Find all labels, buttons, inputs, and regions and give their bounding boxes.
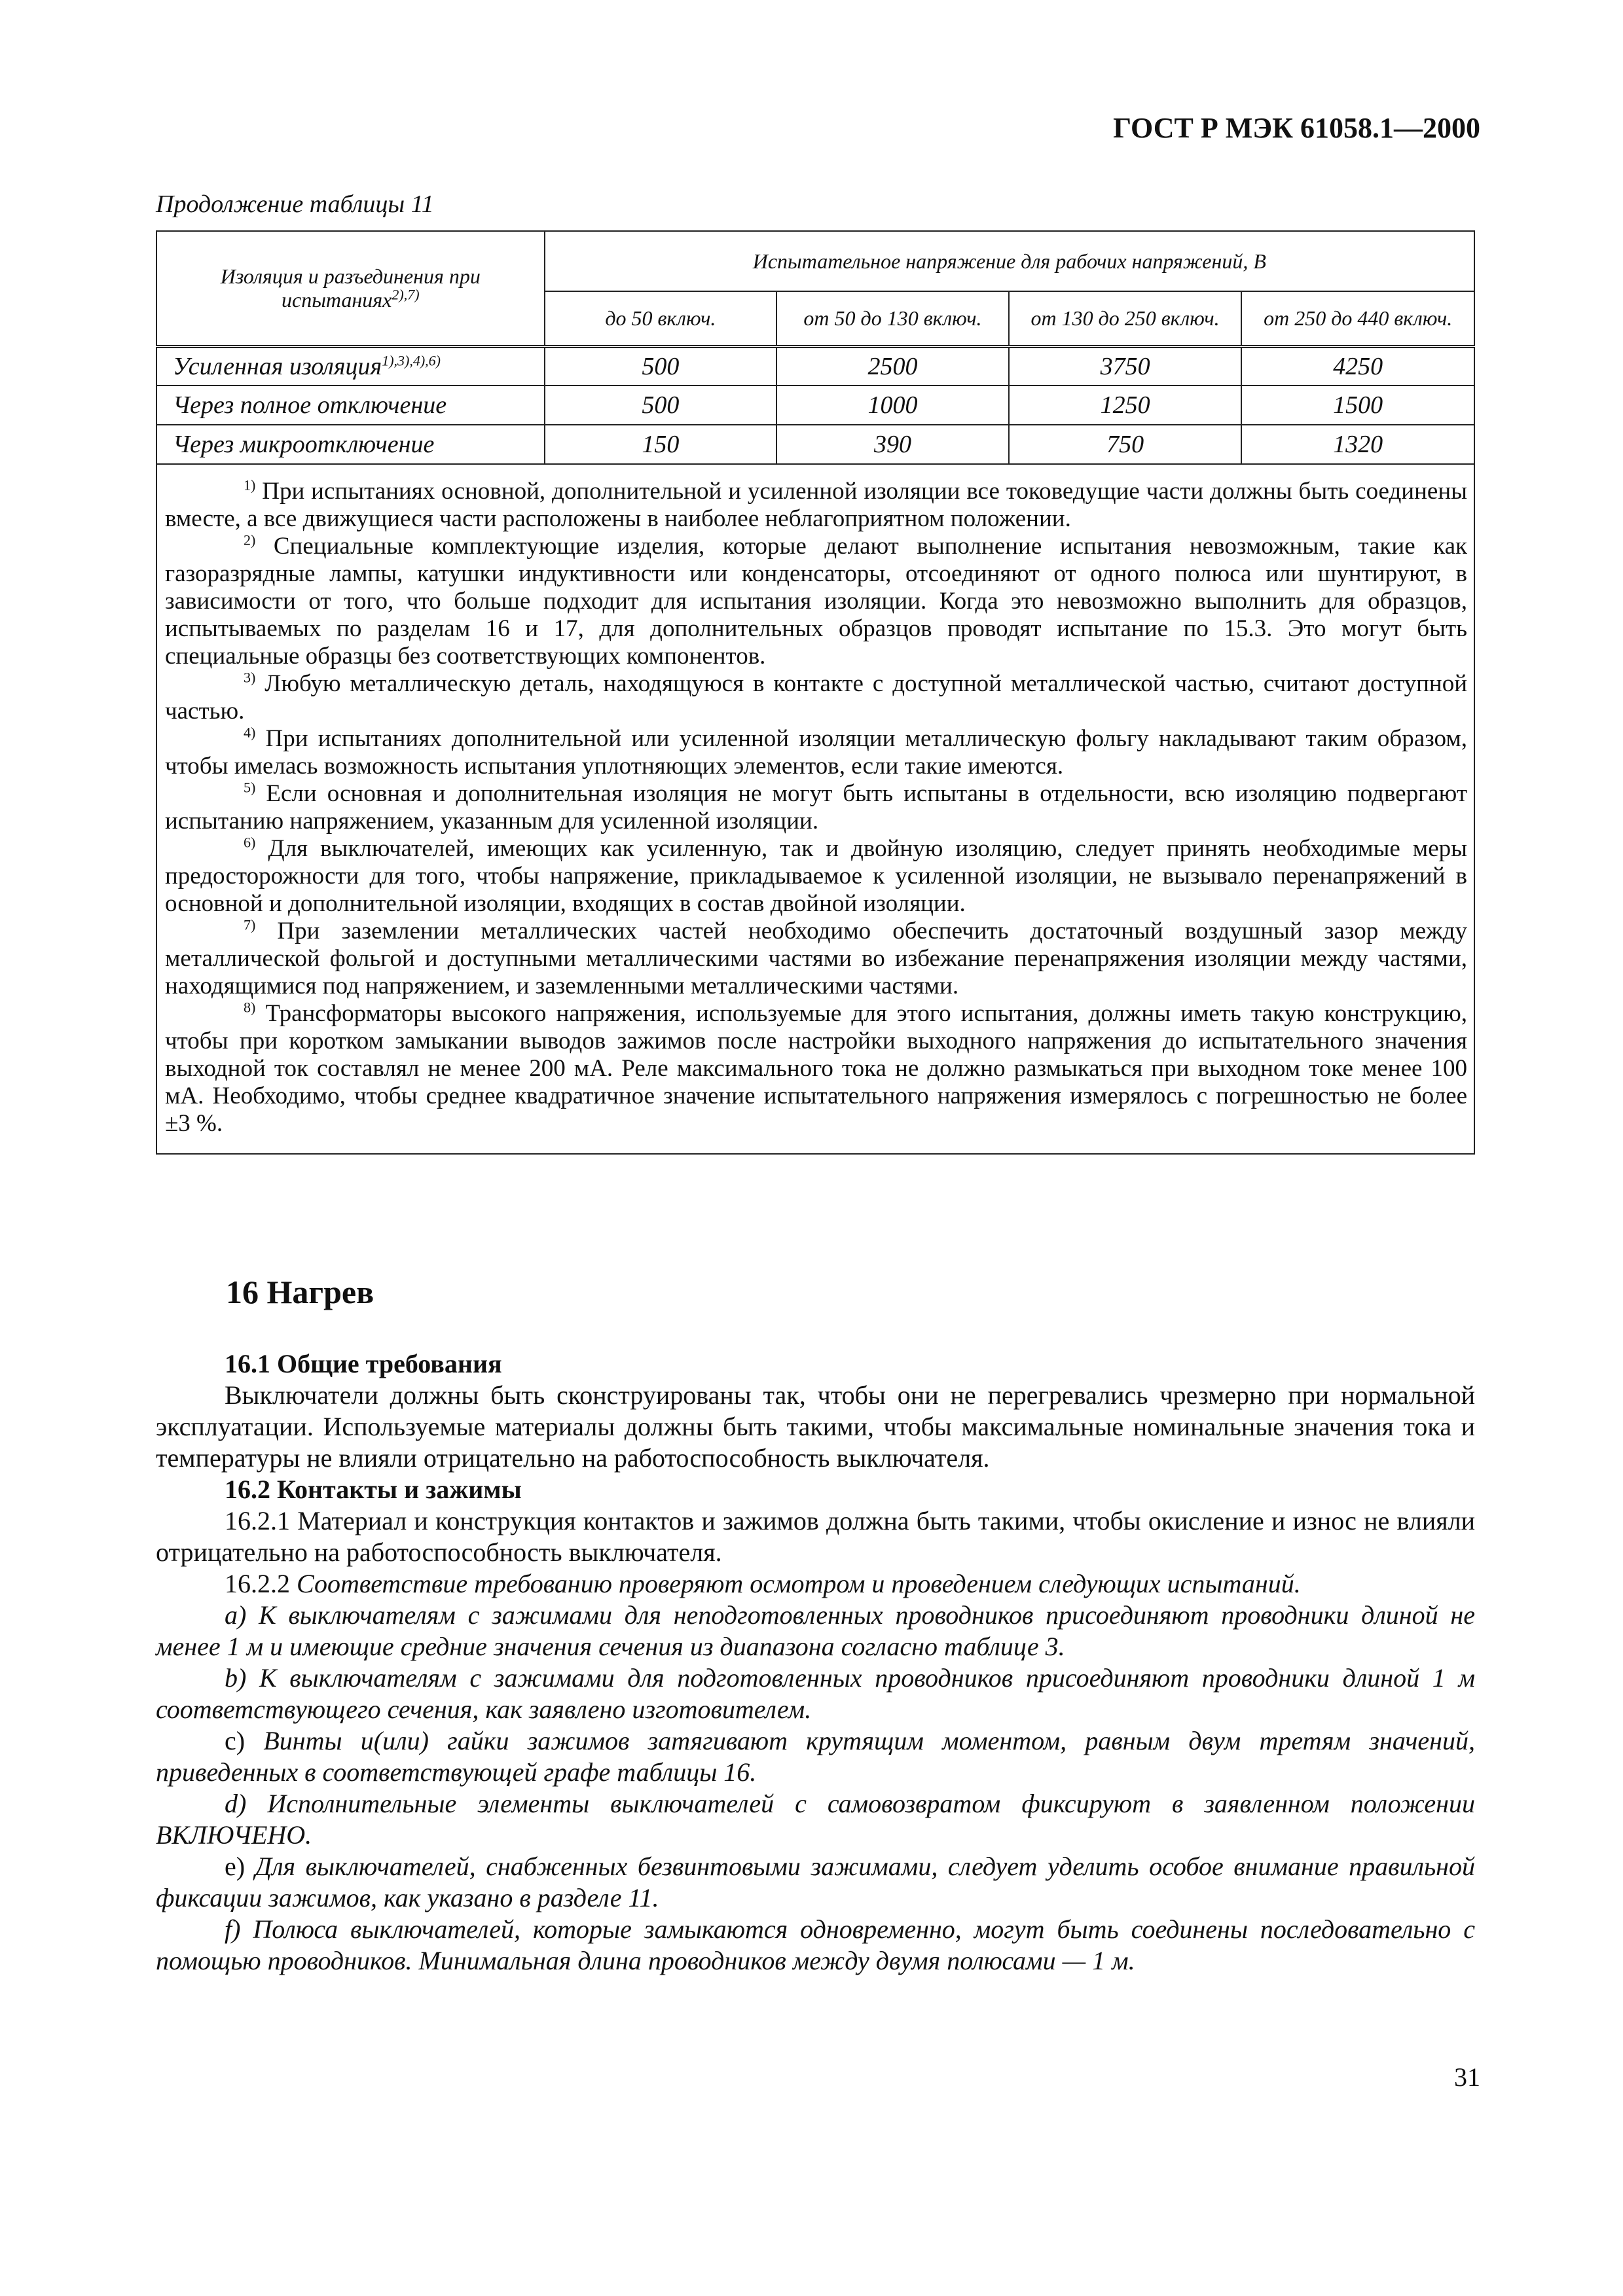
subsection-title: 16.2 Контакты и зажимы — [225, 1475, 522, 1504]
table-cell: 1250 — [1009, 386, 1242, 425]
list-item: с) Винты и(или) гайки зажимов затягивают крутящим моментом, равным двум третям значений, приведенных в соответствующей графе таблицы 16. — [156, 1726, 1475, 1787]
table-row — [156, 425, 1474, 464]
row-label: Усиленная изоляция$^{1),3),4),6)}$ — [156, 346, 545, 386]
page-number: 31 — [1454, 2062, 1480, 2092]
list-item: a) К выключателям с зажимами для неподготовленных проводников присоединяют проводники длиной не менее 1 м и имеющие средние значения сечения из диапазона согласно таблице 3. — [156, 1600, 1475, 1661]
document-code: ГОСТ Р МЭК 61058.1—2000 — [1113, 112, 1480, 144]
test-voltage-table — [156, 230, 1475, 1155]
table-cell: 1500 — [1241, 386, 1474, 425]
column-head-insulation: Изоляция и разъединения при испытаниях$^{2),7)}$ — [156, 231, 545, 346]
footnote: $^{2)}$ Специальные комплектующие изделия, которые делают выполнение испытания невозможным, такие как газоразрядные лампы, катушки индуктивности или конденсаторы, отсоединяют от одного полюса или шунтируют, в зависимости от того, что больше подходит для испытания изоляции. Когда это невозможно выполнить для образцов, испытываемых по разделам 16 и 17, для дополнительных образцов проводят испытание по 15.3. Это могут быть специальные образцы без соответствующих компонентов. — [165, 531, 1467, 670]
table-cell: 150 — [545, 425, 777, 464]
table-continuation-label: Продолжение таблицы 11 — [156, 190, 434, 218]
row-label: Через микроотключение — [156, 425, 545, 464]
footnote: $^{3)}$ Любую металлическую деталь, находящуюся в контакте с доступной металлической частью, считают доступной частью. — [165, 669, 1467, 725]
footnote: $^{8)}$ Трансформаторы высокого напряжения, используемые для этого испытания, должны иметь такую конструкцию, чтобы при коротком замыкании выводов зажимов после настройки выходного напряжения до испытательного значения выходной ток составлял не менее 200 мА. Реле максимального тока не должно размыкаться при выходном токе менее 100 мА. Необходимо, чтобы среднее квадратичное значение испытательного напряжения измерялось с погрешностью не более ±3 %. — [165, 999, 1467, 1137]
paragraph: 16.2.2 Соответствие требованию проверяют осмотром и проведением следующих испытаний. — [225, 1569, 1301, 1598]
subhead-range: от 50 до 130 включ. — [776, 291, 1009, 346]
table-row — [156, 346, 1474, 386]
table-cell: 500 — [545, 346, 777, 386]
table-cell: 1320 — [1241, 425, 1474, 464]
table-cell: 750 — [1009, 425, 1242, 464]
table-cell: 2500 — [776, 346, 1009, 386]
footnote: $^{5)}$ Если основная и дополнительная изоляция не могут быть испытаны в отдельности, всю изоляцию подвергают испытанию напряжением, указанным для усиленной изоляции. — [165, 779, 1467, 834]
footnote: $^{1)}$ При испытаниях основной, дополнительной и усиленной изоляции все токоведущие части должны быть соединены вместе, а все движущиеся части расположены в наиболее неблагоприятном положении. — [165, 476, 1467, 532]
table-cell: 4250 — [1241, 346, 1474, 386]
subsection-title: 16.1 Общие требования — [225, 1349, 502, 1378]
subhead-range: от 130 до 250 включ. — [1009, 291, 1242, 346]
paragraph: Выключатели должны быть сконструированы так, чтобы они не перегревались чрезмерно при нормальной эксплуатации. Используемые материалы должны быть такими, чтобы максимальные номинальные значения тока и температуры не влияли отрицательно на работоспособность выключателя. — [156, 1380, 1475, 1473]
column-group-test-voltage: Испытательное напряжение для рабочих напряжений, В — [545, 231, 1474, 291]
footnote: $^{7)}$ При заземлении металлических частей необходимо обеспечить достаточный воздушный зазор между металлической фольгой и доступными металлическими частями во избежание перенапряжения изоляции между частями, находящимися под напряжением, и заземленными металлическими частями. — [165, 916, 1467, 999]
footnote: $^{6)}$ Для выключателей, имеющих как усиленную, так и двойную изоляцию, следует принять необходимые меры предосторожности для того, чтобы напряжение, прикладываемое к усиленной изоляции, не вызывало перенапряжений в основной и дополнительной изоляции, входящих в состав двойной изоляции. — [165, 834, 1467, 917]
table-cell: 390 — [776, 425, 1009, 464]
table-cell: 3750 — [1009, 346, 1242, 386]
footnote: $^{4)}$ При испытаниях дополнительной или усиленной изоляции металлическую фольгу накладывают таким образом, чтобы имелась возможность испытания уплотняющих элементов, если такие имеются. — [165, 724, 1467, 780]
section-title: 16 Нагрев — [226, 1274, 374, 1310]
row-label: Через полное отключение — [156, 386, 545, 425]
list-item: е) Для выключателей, снабженных безвинтовыми зажимами, следует уделить особое внимание правильной фиксации зажимов, как указано в разделе 11. — [156, 1852, 1475, 1912]
list-item: f) Полюса выключателей, которые замыкаются одновременно, могут быть соединены последовательно с помощью проводников. Минимальная длина проводников между двумя полюсами — 1 м. — [156, 1914, 1475, 1975]
table-cell: 500 — [545, 386, 777, 425]
subhead-range: от 250 до 440 включ. — [1241, 291, 1474, 346]
section-body — [156, 1348, 1475, 1977]
table-row — [156, 386, 1474, 425]
paragraph: 16.2.1 Материал и конструкция контактов и зажимов должна быть такими, чтобы окисление и износ не влияли отрицательно на работоспособность выключателя. — [156, 1506, 1475, 1567]
table-footnotes — [156, 464, 1474, 1154]
list-item: b) К выключателям с зажимами для подготовленных проводников присоединяют проводники длиной 1 м соответствующего сечения, как заявлено изготовителем. — [156, 1663, 1475, 1724]
subhead-range: до 50 включ. — [545, 291, 777, 346]
list-item: d) Исполнительные элементы выключателей с самовозвратом фиксируют в заявленном положении ВКЛЮЧЕНО. — [156, 1789, 1475, 1850]
table-cell: 1000 — [776, 386, 1009, 425]
